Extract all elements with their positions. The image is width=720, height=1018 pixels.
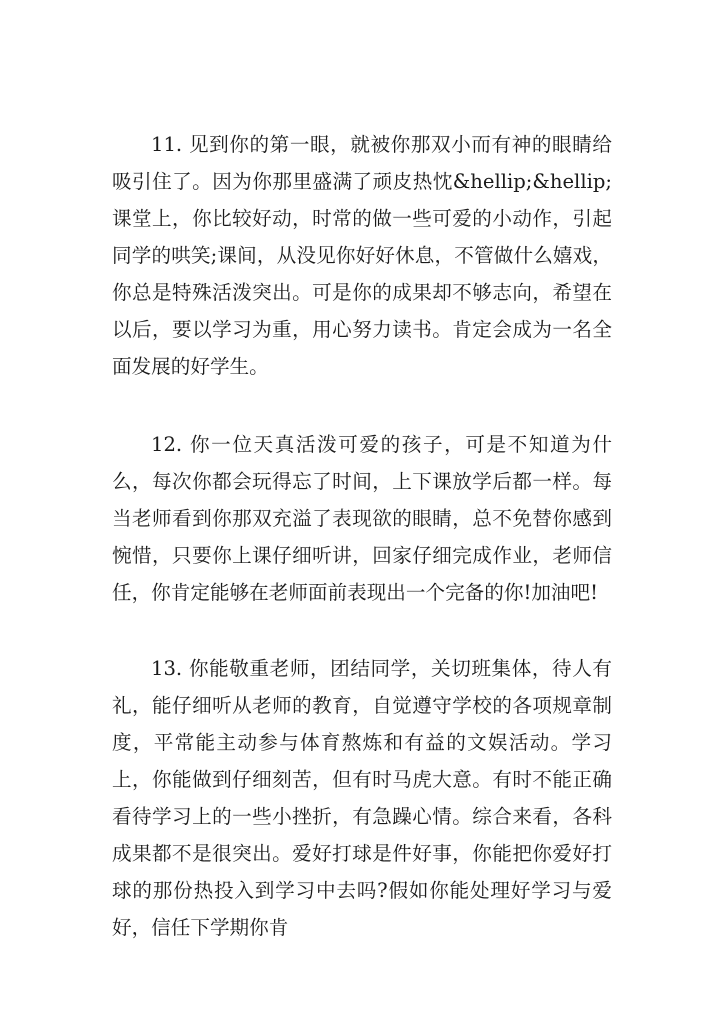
paragraph-13: 13. 你能敬重老师，团结同学，关切班集体，待人有礼，能仔细听从老师的教育，自觉遵守学校的各项规章制度，平常能主动参与体育熬炼和有益的文娱活动。学习上，你能做到仔细刻苦，但有时马虎大意。有时不能正确看待学习上的一些小挫折，有急躁心情。综合来看，各科成果都不是很突出。爱好打球是件好事，你能把你爱好打球的那份热投入到学习中去吗?假如你能处理好学习与爱好，信任下学期你肯	[112, 657, 612, 939]
paragraph-11: 11. 见到你的第一眼，就被你那双小而有神的眼睛给吸引住了。因为你那里盛满了顽皮热忱&hellip;&hellip;课堂上，你比较好动，时常的做一些可爱的小动作，引起同学的哄笑;课间，从没见你好好休息，不管做什么嬉戏，你总是特殊活泼突出。可是你的成果却不够志向，希望在以后，要以学习为重，用心努力读书。肯定会成为一名全面发展的好学生。	[112, 133, 612, 378]
paragraph-12: 12. 你一位天真活泼可爱的孩子，可是不知道为什么，每次你都会玩得忘了时间，上下课放学后都一样。每当老师看到你那双充溢了表现欲的眼睛，总不免替你感到惋惜，只要你上课仔细听讲，回家仔细完成作业，老师信任，你肯定能够在老师面前表现出一个完备的你!加油吧!	[112, 433, 612, 604]
